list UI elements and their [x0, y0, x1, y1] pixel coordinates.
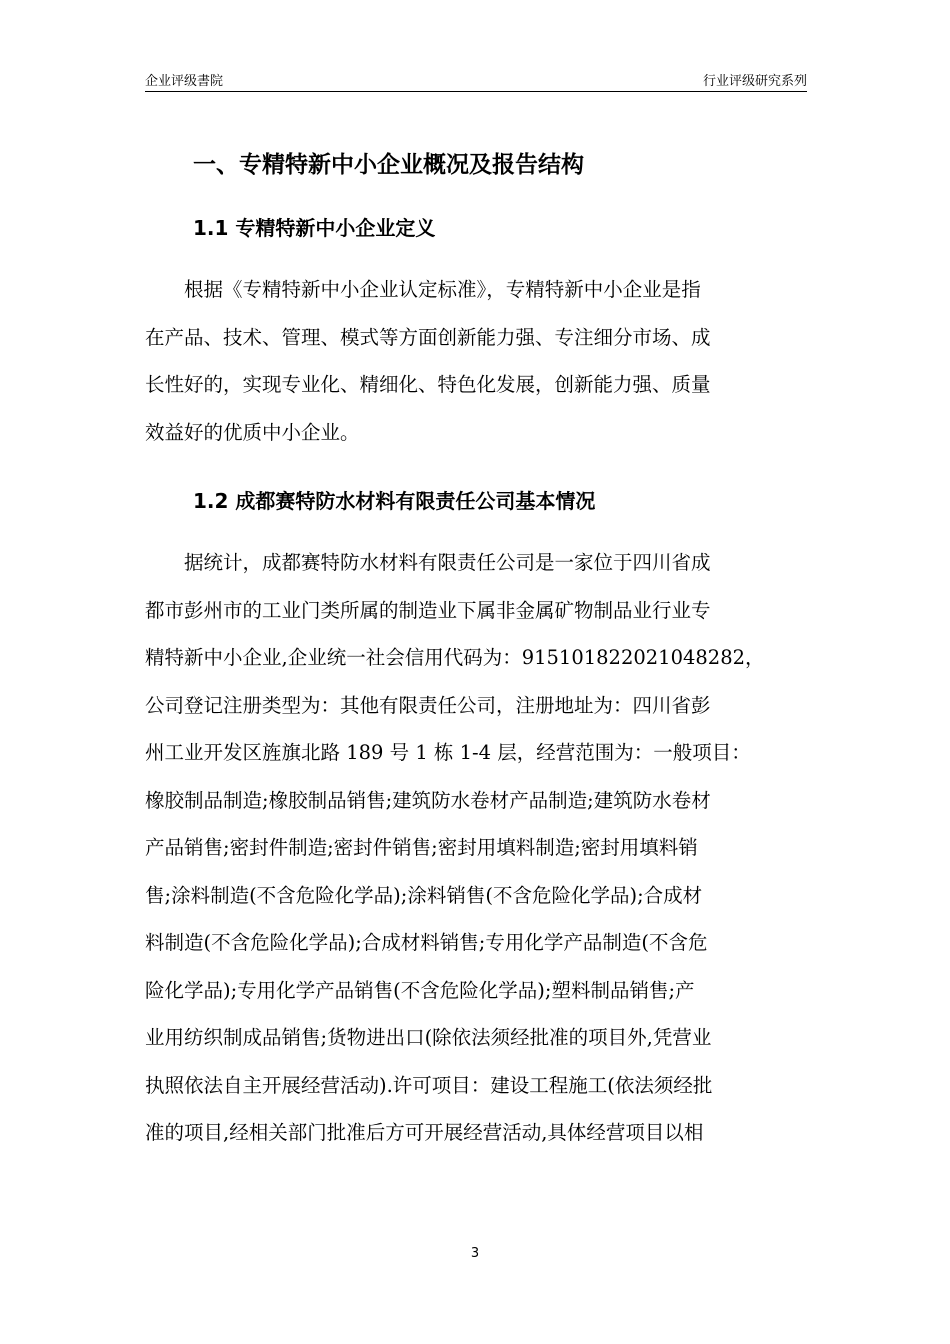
text-line: 料制造(不含危险化学品);合成材料销售;专用化学产品制造(不含危 — [145, 931, 708, 954]
paragraph-definition — [145, 266, 807, 456]
text-line: 售;涂料制造(不含危险化学品);涂料销售(不含危险化学品);合成材 — [145, 883, 703, 907]
text-line: 产品销售;密封件制造;密封件销售;密封用填料制造;密封用填料销 — [145, 836, 698, 859]
text-line: 据统计，成都赛特防水材料有限责任公司是一家位于四川省成 — [145, 551, 711, 574]
section-title: 一、专精特新中小企业概况及报告结构 — [193, 152, 584, 178]
text-line: 橡胶制品制造;橡胶制品销售;建筑防水卷材产品制造;建筑防水卷材 — [145, 788, 711, 812]
header-left-text: 企业评级書院 — [145, 74, 224, 89]
text-line: 执照依法自主开展经营活动).许可项目：建设工程施工(依法须经批 — [145, 1073, 713, 1097]
text-line: 州工业开发区旌旗北路 189 号 1 栋 1-4 层，经营范围为：一般项目： — [145, 741, 751, 764]
text-line: 根据《专精特新中小企业认定标准》，专精特新中小企业是指 — [145, 278, 701, 301]
text-line: 效益好的优质中小企业。 — [145, 420, 360, 444]
header-divider — [145, 91, 807, 92]
text-line: 精特新中小企业,企业统一社会信用代码为：915101822021048282， — [145, 646, 765, 669]
subsection-title-2: 1.2 成都赛特防水材料有限责任公司基本情况 — [193, 489, 596, 513]
text-line: 公司登记注册类型为：其他有限责任公司，注册地址为：四川省彭 — [145, 693, 711, 717]
page-number: 3 — [470, 1246, 480, 1261]
paragraph-company-info — [145, 539, 807, 1157]
text-line: 准的项目,经相关部门批准后方可开展经营活动,具体经营项目以相 — [145, 1121, 704, 1144]
page-header — [145, 68, 807, 90]
header-right-text: 行业评级研究系列 — [702, 74, 807, 89]
text-line: 长性好的，实现专业化、精细化、特色化发展，创新能力强、质量 — [145, 373, 711, 396]
subsection-title-1: 1.1 专精特新中小企业定义 — [193, 216, 436, 240]
text-line: 在产品、技术、管理、模式等方面创新能力强、专注细分市场、成 — [145, 325, 711, 349]
text-line: 险化学品);专用化学产品销售(不含危险化学品);塑料制品销售;产 — [145, 978, 695, 1002]
text-line: 都市彭州市的工业门类所属的制造业下属非金属矿物制品业行业专 — [145, 598, 711, 622]
text-line: 业用纺织制成品销售;货物进出口(除依法须经批准的项目外,凭营业 — [145, 1026, 712, 1049]
